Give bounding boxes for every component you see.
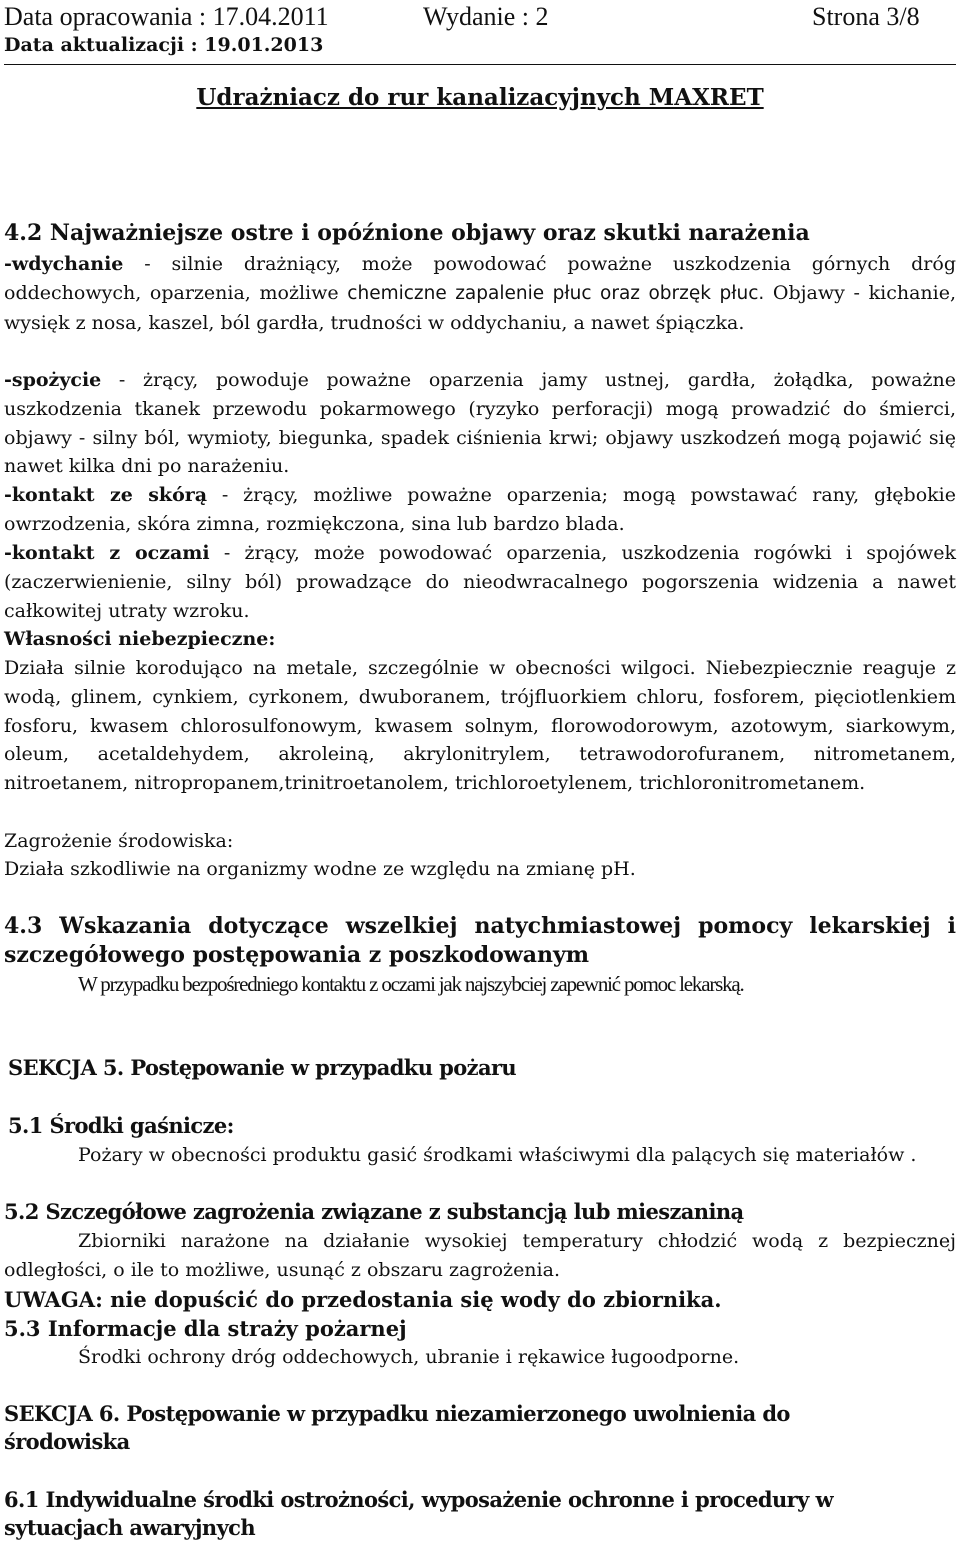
inhalation-symptoms: Objawy - kichanie, wysięk z nosa, kaszel, ból gardła, trudności w oddychaniu, a nawet śpiączka. xyxy=(4,281,956,334)
skin-contact-paragraph xyxy=(4,481,956,539)
section-6-1-heading: 6.1 Indywidualne środki ostrożności, wyposażenie ochronne i procedury w sytuacjach awaryjnych xyxy=(4,1487,833,1540)
hazard-properties-text: Działa silnie korodująco na metale, szczególnie w obecności wilgoci. Niebezpiecznie reaguje z wodą, glinem, cynkiem, cyrkonem, dwuboranem, trójfluorkiem chloru, fosforem, pięciotlenkiem fosforu, kwasem chlorosulfonowym, kwasem solnym, florowodorowym, azotowym, siarkowym, oleum, acetaldehydem, akroleiną, akrylonitrylem, tetrawodorofuranem, nitrometanem, nitroetanem, nitropropanem,trinitroetanolem, trichloroetylenem, trichloronitrometanem. xyxy=(4,657,956,794)
date-updated: Data aktualizacji : 19.01.2013 xyxy=(4,34,324,56)
eye-contact-text: - żrący, może powodować oparzenia, uszkodzenia rogówki i spojówek (zaczerwienienie, silny ból) prowadzące do nieodwracalnego pogorszenia widzenia a nawet całkowitej utraty wzroku. xyxy=(4,542,956,622)
warning-text: UWAGA: nie dopuścić do przedostania się wody do zbiornika. xyxy=(4,1287,722,1312)
skin-contact-text: - żrący, możliwe poważne oparzenia; mogą powstawać rany, głębokie owrzodzenia, skóra zimna, rozmiękczona, sina lub bardzo blada. xyxy=(4,484,956,535)
inhalation-paragraph xyxy=(4,250,956,337)
hazard-properties-label: Własności niebezpieczne: xyxy=(4,628,276,650)
header-rule xyxy=(4,64,956,65)
date-prepared: Data opracowania : 17.04.2011 xyxy=(4,2,329,31)
section-6-heading: SEKCJA 6. Postępowanie w przypadku niezamierzonego uwolnienia do środowiska xyxy=(4,1401,790,1454)
eye-contact-label: -kontakt z oczami xyxy=(4,542,210,564)
eye-contact-paragraph xyxy=(4,539,956,625)
section-5-heading: SEKCJA 5. Postępowanie w przypadku pożaru xyxy=(8,1055,517,1080)
section-5-1-text: Pożary w obecności produktu gasić środkami właściwymi dla palących się materiałów . xyxy=(78,1144,917,1166)
section-5-3-text: Środki ochrony dróg oddechowych, ubranie i rękawice ługoodporne. xyxy=(78,1346,740,1368)
inhalation-label: -wdychanie xyxy=(4,253,124,275)
skin-contact-label: -kontakt ze skórą xyxy=(4,484,208,506)
section-5-2-text: Zbiorniki narażone na działanie wysokiej temperatury chłodzić wodą z bezpiecznej odległości, o ile to możliwe, usunąć z obszaru zagrożenia. xyxy=(4,1230,956,1281)
edition: Wydanie : 2 xyxy=(423,2,549,31)
ingestion-text: - żrący, powoduje poważne oparzenia jamy ustnej, gardła, żołądka, poważne uszkodzenia tkanek przewodu pokarmowego (ryzyko perforacji) mogą prowadzić do śmierci, objawy - silny ból, wymioty, biegunka, spadek ciśnienia krwi; objawy uszkodzeń mogą pojawić się nawet kilka dni po narażeniu. xyxy=(4,369,956,478)
section-5-1-heading: 5.1 Środki gaśnicze: xyxy=(8,1113,234,1138)
environment-hazard-text: Działa szkodliwie na organizmy wodne ze względu na zmianę pH. xyxy=(4,858,636,880)
inhalation-text-sans: chemiczne zapalenie płuc oraz obrzęk płuc. xyxy=(347,282,765,304)
section-5-2-heading: 5.2 Szczegółowe zagrożenia związane z substancją lub mieszaniną xyxy=(4,1199,744,1224)
section-4-3-heading: 4.3 Wskazania dotyczące wszelkiej natychmiastowej pomocy lekarskiej i szczegółowego postępowania z poszkodowanym xyxy=(4,913,956,968)
document-title: Udrażniacz do rur kanalizacyjnych MAXRET xyxy=(196,84,764,111)
environment-hazard-label: Zagrożenie środowiska: xyxy=(4,830,234,852)
ingestion-paragraph xyxy=(4,366,956,481)
inhalation-text: - silnie drażniący, może powodować poważne uszkodzenia górnych dróg oddechowych, oparzenia, możliwe xyxy=(4,253,956,304)
section-4-3-text: W przypadku bezpośredniego kontaktu z oczami jak najszybciej zapewnić pomoc lekarską. xyxy=(78,972,744,996)
section-4-2-heading: 4.2 Najważniejsze ostre i opóźnione objawy oraz skutki narażenia xyxy=(4,220,810,246)
page-number: Strona 3/8 xyxy=(812,2,920,31)
section-5-3-heading: 5.3 Informacje dla straży pożarnej xyxy=(4,1316,407,1341)
ingestion-label: -spożycie xyxy=(4,369,102,391)
